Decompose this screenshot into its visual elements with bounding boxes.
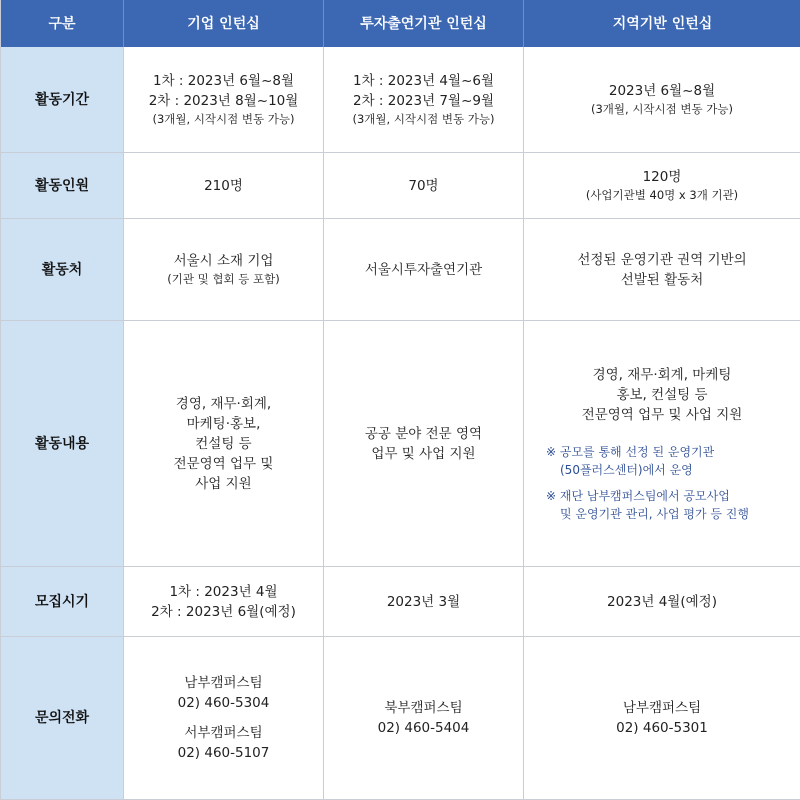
recruit-line: 1차 : 2023년 4월 — [169, 583, 278, 600]
period-note: (3개월, 시작시점 변동 가능) — [590, 102, 733, 116]
note-line: 및 운영기관 관리, 사업 평가 등 진행 — [560, 506, 749, 521]
place-corporate — [124, 219, 324, 321]
content-line: 공공 분야 전문 영역 — [364, 425, 483, 442]
content-note — [524, 443, 800, 479]
content-public — [324, 321, 524, 567]
row-label-people: 활동인원 — [1, 153, 124, 219]
period-line: 2차 : 2023년 8월~10월 — [148, 93, 299, 109]
header-public-institution-internship: 투자출연기관 인턴십 — [324, 0, 524, 47]
content-line: 업무 및 사업 지원 — [371, 445, 476, 462]
contact-phone: 02) 460-5107 — [177, 745, 270, 761]
period-line: 1차 : 2023년 4월~6월 — [352, 73, 495, 89]
note-line: ※ 공모를 통해 선정 된 운영기관 — [546, 444, 715, 459]
contact-team: 북부캠퍼스팀 — [384, 700, 463, 716]
row-label-recruit: 모집시기 — [1, 567, 124, 637]
contact-phone: 02) 460-5404 — [377, 720, 470, 736]
place-line: 선정된 운영기관 권역 기반의 — [577, 251, 747, 268]
people-public: 70명 — [324, 153, 524, 219]
people-corporate: 210명 — [124, 153, 324, 219]
row-label-place: 활동처 — [1, 219, 124, 321]
period-note: (3개월, 시작시점 변동 가능) — [352, 112, 495, 126]
note-line: (50플러스센터)에서 운영 — [560, 462, 693, 477]
recruit-line: 2차 : 2023년 6월(예정) — [151, 603, 296, 620]
recruit-regional: 2023년 4월(예정) — [524, 567, 800, 637]
period-note: (3개월, 시작시점 변동 가능) — [152, 112, 295, 126]
period-regional — [524, 47, 800, 153]
contact-phone: 02) 460-5301 — [616, 720, 708, 736]
note-line: ※ 재단 남부캠퍼스팀에서 공모사업 — [546, 488, 730, 503]
content-line: 경영, 재무·회계, 마케팅 — [592, 366, 732, 383]
contact-corporate — [124, 637, 324, 800]
period-public — [324, 47, 524, 153]
header-corporate-internship: 기업 인턴십 — [124, 0, 324, 47]
content-notes — [524, 443, 800, 523]
contact-regional — [524, 637, 800, 800]
content-line: 사업 지원 — [195, 475, 252, 492]
period-corporate — [124, 47, 324, 153]
people-regional — [524, 153, 800, 219]
row-label-content: 활동내용 — [1, 321, 124, 567]
contact-team: 서부캠퍼스팀 — [184, 725, 263, 741]
contact-team: 남부캠퍼스팀 — [184, 675, 263, 691]
content-corporate — [124, 321, 324, 567]
place-note: (기관 및 협회 등 포함) — [167, 272, 280, 286]
content-line: 홍보, 컨설팅 등 — [616, 386, 708, 403]
contact-phone: 02) 460-5304 — [177, 695, 270, 711]
content-line: 마케팅·홍보, — [186, 415, 261, 432]
header-regional-internship: 지역기반 인턴십 — [524, 0, 800, 47]
row-label-period: 활동기간 — [1, 47, 124, 153]
place-line: 선발된 활동처 — [620, 271, 704, 288]
period-line: 1차 : 2023년 6월~8월 — [152, 73, 295, 89]
people-count: 120명 — [642, 169, 682, 185]
period-line: 2023년 6월~8월 — [608, 83, 716, 99]
recruit-public: 2023년 3월 — [324, 567, 524, 637]
period-line: 2차 : 2023년 7월~9월 — [352, 93, 495, 109]
people-note: (사업기관별 40명 x 3개 기관) — [585, 188, 739, 202]
content-line: 컨설팅 등 — [195, 435, 252, 452]
row-label-contact: 문의전화 — [1, 637, 124, 800]
header-category: 구분 — [1, 0, 124, 47]
content-line: 전문영역 업무 및 사업 지원 — [581, 406, 743, 423]
place-public: 서울시투자출연기관 — [324, 219, 524, 321]
place-line: 서울시 소재 기업 — [173, 253, 274, 269]
contact-team: 남부캠퍼스팀 — [622, 700, 702, 716]
recruit-corporate — [124, 567, 324, 637]
place-regional — [524, 219, 800, 321]
content-regional — [524, 321, 800, 567]
content-note — [524, 487, 800, 523]
content-line: 경영, 재무·회계, — [175, 395, 272, 412]
content-line: 전문영역 업무 및 — [173, 455, 274, 472]
contact-public — [324, 637, 524, 800]
